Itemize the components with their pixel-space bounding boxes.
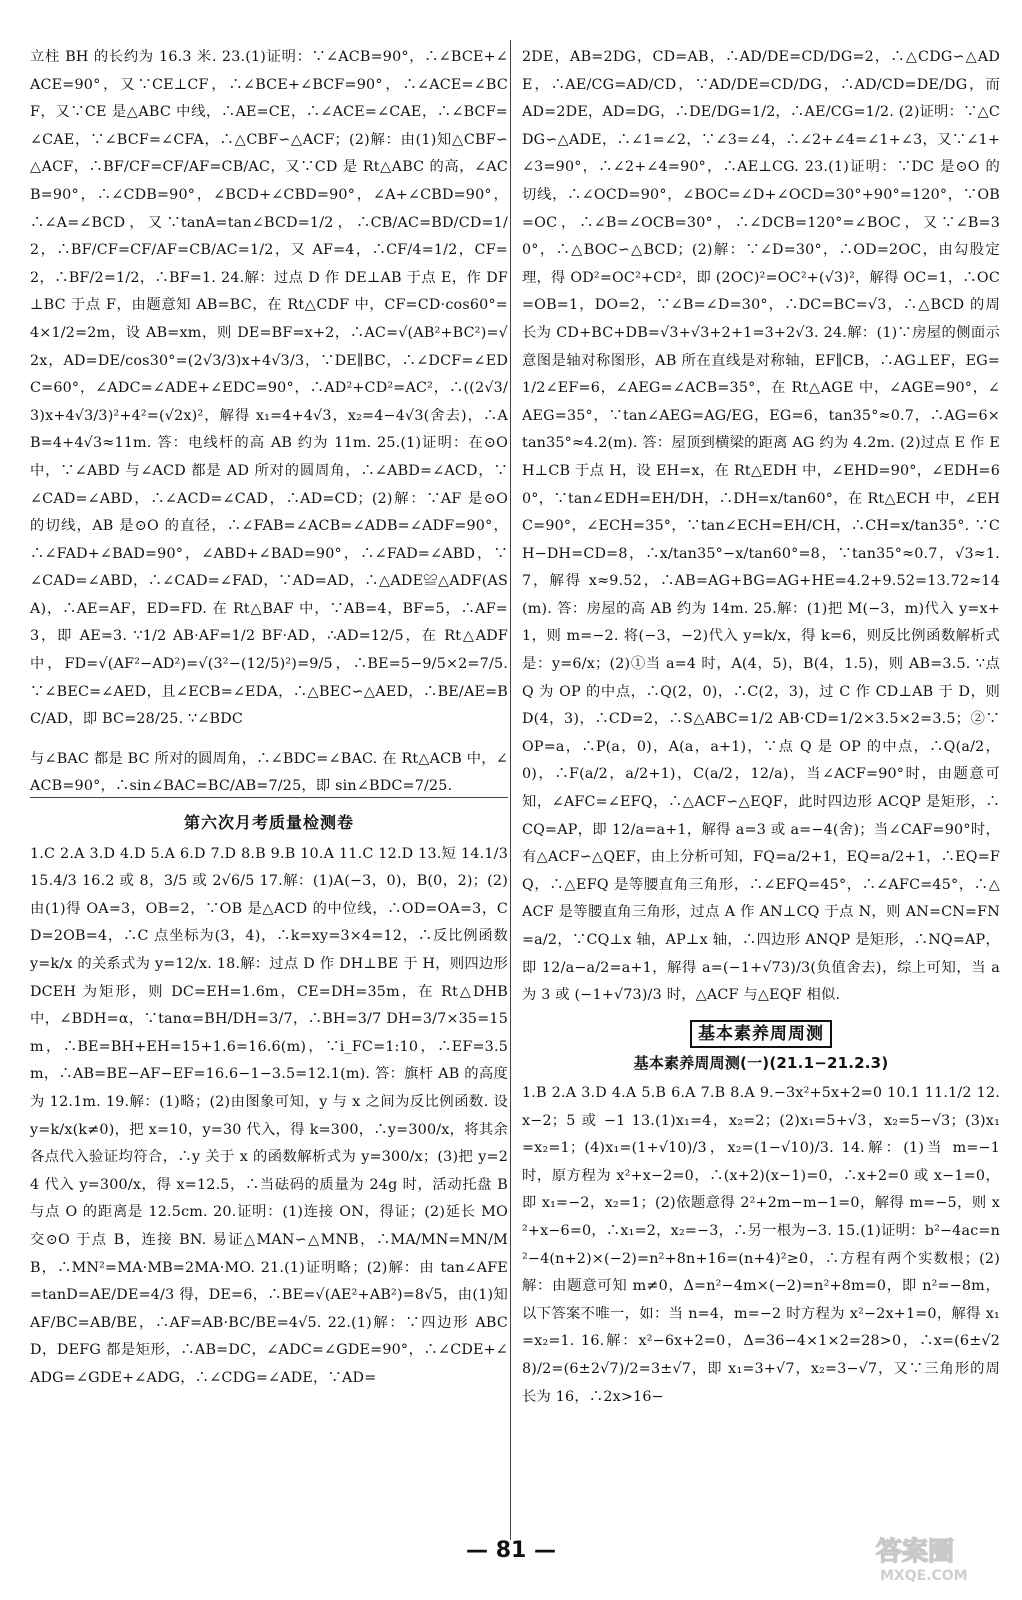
answer-text-block-2: 与∠BAC 都是 BC 所对的圆周角，∴∠BDC=∠BAC. 在 Rt△ACB 中，∠ACB=90°，∴sin∠BAC=BC/AB=7/25，即 sin∠BDC=7/25. [30, 750, 508, 795]
answer-text-block-4: 2DE，AB=2DG，CD=AB，∴AD/DE=CD/DG=2，∴△CDG∽△ADE，∴AE/CG=AD/CD，∵AD/DE=CD/DG，∴AD/CD=DE/DG，而 AD=2DE，AD=DG，∴DE/DG=1/2，∴AE/CG=1/2. (2)证明：∵△CDG∽△ADE，∴∠1=∠2，∵∠3=∠4，∴∠2+∠4=∠1+∠3，又∵∠1+∠3=90°，∴∠2+∠4=90°，∴AE⊥CG. 23.(1)证明：∵DC 是⊙O 的切线，∴∠OCD=90°，∠BOC=∠D+∠OCD=30°+90°=120°，∵OB=OC，∴∠B=∠OCB=30°，∴∠DCB=120°=∠BOC，又∵∠B=30°，∴△BOC∽△BCD；(2)解：∵∠D=30°，∴OD=2OC，由勾股定理，得 OD²=OC²+CD²，即 (2OC)²=OC²+(√3)²，解得 OC=1，∴OC=OB=1，DO=2，∵∠B=∠D=30°，∴DC=BC=√3，∴△BCD 的周长为 CD+BC+DB=√3+√3+2+1=3+2√3. 24.解：(1)∵房屋的侧面示意图是轴对称图形，AB 所在直线是对称轴，EF∥CB，∴AG⊥EF，EG=1/2∠EF=6，∠AEG=∠ACB=35°，在 Rt△AGE 中，∠AGE=90°，∠AEG=35°，∵tan∠AEG=AG/EG，EG=6，tan35°≈0.7，∴AG=6×tan35°≈4.2(m). 答：屋顶到横梁的距离 AG 约为 4.2m. (2)过点 E 作 EH⊥CB 于点 H，设 EH=x，在 Rt△EDH 中，∠EHD=90°，∠EDH=60°，∵tan∠EDH=EH/DH，∴DH=x/tan60°，在 Rt△ECH 中，∠EHC=90°，∠ECH=35°，∵tan∠ECH=EH/CH，∴CH=x/tan35°. ∵CH−DH=CD=8，∴x/tan35°−x/tan60°=8，∵tan35°≈0.7，√3≈1.7，解得 x≈9.52，∴AB=AG+BG=AG+HE=4.2+9.52=13.72≈14(m). 答：房屋的高 AB 约为 14m. 25.解：(1)把 M(−3，m)代入 y=x+1，则 m=−2. 将(−3，−2)代入 y=k/x，得 k=6，则反比例函数解析式是：y=6/x；(2)①当 a=4 时，A(4，5)，B(4，1.5)，则 AB=3.5. ∵点 Q 为 OP 的中点，∴Q(2，0)，∴C(2，3)，过 C 作 CD⊥AB 于 D，则 D(4，3)，∴CD=2，∴S△ABC=1/2 AB·CD=1/2×3.5×2=3.5；②∵OP=a，∴P(a，0)，A(a，a+1)，∵点 Q 是 OP 的中点，∴Q(a/2，0)，∴F(a/2，a/2+1)，C(a/2，12/a)，当∠ACF=90°时，由题意可知，∠AFC=∠EFQ，∴△ACF∽△EQF，此时四边形 ACQP 是矩形，∴CQ=AP，即 12/a=a+1，解得 a=3 或 a=−4(舍)；当∠CAF=90°时，有△ACF∽△QEF，由上分析可知，FQ=a/2+1，EQ=a/2+1，∴EQ=FQ，∴△EFQ 是等腰直角三角形，∴∠EFQ=45°，∴∠AFC=45°，∴△ACF 是等腰直角三角形，过点 A 作 AN⊥CQ 于点 N，则 AN=CN=FN=a/2，∵CQ⊥x 轴，AP⊥x 轴，∴四边形 ANQP 是矩形，∴NQ=AP，即 12/a−a/2=a+1，解得 a=(−1+√73)/3(负值舍去)，综上可知，当 a 为 3 或 (−1+√73)/3 时，△ACF 与△EQF 相似. [522, 49, 1000, 1004]
watermark-logo-icon [872, 1528, 1000, 1586]
section-title: 第六次月考质量检测卷 [183, 813, 354, 833]
boxed-section-title-text: 基本素养周周测 [690, 1020, 832, 1048]
sub-section-title: 基本素养周周测(一)(21.1−21.2.3) [633, 1054, 889, 1073]
right-column [522, 44, 1000, 1411]
column-divider [510, 40, 511, 1540]
watermark-en-text: MXQE.COM [880, 1568, 968, 1584]
answer-text-block-3: 1.C 2.A 3.D 4.D 5.A 6.D 7.D 8.B 9.B 10.A 11.C 12.D 13.短 14.1/3 15.4/3 16.2 或 8，3/5 或 2√6/5 17.解：(1)A(−3，0)，B(0，2)；(2)由(1)得 OA=3，OB=2，∵OB 是△ACD 的中位线，∴OD=OA=3，CD=2OB=4，∴C 点坐标为(3，4)，∴k=xy=3×4=12，∴反比例函数 y=k/x 的关系式为 y=12/x. 18.解：过点 D 作 DH⊥BE 于 H，则四边形 DCEH 为矩形，则 DC=EH=1.6m，CE=DH=35m，在 Rt△DHB 中，∠BDH=α，∵tanα=BH/DH=3/7，∴BH=3/7 DH=3/7×35=15m，∴BE=BH+EH=15+1.6=16.6(m)，∵i_FC=1:10，∴EF=3.5m，∴AB=BE−AF−EF=16.6−1−3.5=12.1(m). 答：旗杆 AB 的高度为 12.1m. 19.解：(1)略；(2)由图象可知，y 与 x 之间为反比例函数. 设 y=k/x(k≠0)，把 x=10，y=30 代入，得 k=300，∴y=300/x，将其余各点代入验证均符合，∴y 关于 x 的函数解析式为 y=300/x；(3)把 y=24 代入 y=300/x，得 x=12.5，∴当砝码的质量为 24g 时，活动托盘 B 与点 O 的距离是 12.5cm. 20.证明：(1)连接 ON，得证；(2)延长 MO 交⊙O 于点 B，连接 BN. 易证△MAN∽△MNB，∴MA/MN=MN/MB，∴MN²=MA·MB=2MA·MO. 21.(1)证明略；(2)解：由 tan∠AFE=tanD=AE/DE=4/3 得，DE=6，∴BE=√(AE²+AB²)=8√5，由(1)知 AF/BC=AB/BE，∴AF=AB·BC/BE=4√5. 22.(1)解：∵四边形 ABCD，DEFG 都是矩形，∴AB=DC，∠ADC=∠GDE=90°，∴∠CDE+∠ADG=∠GDE+∠ADG，∴∠CDG=∠ADE，∵AD= [30, 845, 508, 1386]
watermark-cn-text: 答案圈 [876, 1537, 955, 1567]
page-number: — 81 — [466, 1538, 556, 1563]
left-column [30, 44, 508, 1393]
answer-text-block-5: 1.B 2.A 3.D 4.A 5.B 6.A 7.B 8.A 9.−3x²+5x+2=0 10.1 11.1/2 12.x−2；5 或 −1 13.(1)x₁=4，x₂=2；(2)x₁=5+√3，x₂=5−√3；(3)x₁=x₂=1；(4)x₁=(1+√10)/3，x₂=(1−√10)/3. 14.解：(1)当 m=−1 时，原方程为 x²+x−2=0，∴(x+2)(x−1)=0，∴x+2=0 或 x−1=0，即 x₁=−2，x₂=1；(2)依题意得 2²+2m−m−1=0，解得 m=−5，则 x²+x−6=0，∴x₁=2，x₂=−3，∴另一根为−3. 15.(1)证明：b²−4ac=n²−4(n+2)×(−2)=n²+8n+16=(n+4)²≥0，∴方程有两个实数根；(2)解：由题意可知 m≠0，Δ=n²−4m×(−2)=n²+8m=0，即 n²=−8m，以下答案不唯一，如：当 n=4，m=−2 时方程为 x²−2x+1=0，解得 x₁=x₂=1. 16.解：x²−6x+2=0，Δ=36−4×1×2=28>0，∴x=(6±√28)/2=(6±2√7)/2=3±√7，即 x₁=3+√7，x₂=3−√7，又∵三角形的周长为 16，∴2x>16− [522, 1084, 1000, 1405]
boxed-section-title [522, 1020, 1000, 1049]
watermark-logo [872, 1528, 1000, 1586]
answer-text-block-1: 立柱 BH 的长约为 16.3 米. 23.(1)证明：∵∠ACB=90°，∴∠BCE+∠ACE=90°，又∵CE⊥CF，∴∠BCE+∠BCF=90°，∴∠ACE=∠BCF，又∵CE 是△ABC 中线，∴AE=CE，∴∠ACE=∠CAE，∴∠BCF=∠CAE，∵∠BCF=∠CFA，∴△CBF∽△ACF；(2)解：由(1)知△CBF∽△ACF，∴BF/CF=CF/AF=CB/AC，又∵CD 是 Rt△ABC 的高，∠ACB=90°，∴∠CDB=90°，∠BCD+∠CBD=90°，∠A+∠CBD=90°，∴∠A=∠BCD，又∵tanA=tan∠BCD=1/2，∴CB/AC=BD/CD=1/2，∴BF/CF=CF/AF=CB/AC=1/2，又 AF=4，∴CF/4=1/2，CF=2，∴BF/2=1/2，∴BF=1. 24.解：过点 D 作 DE⊥AB 于点 E，作 DF⊥BC 于点 F，由题意知 AB=BC，在 Rt△CDF 中，CF=CD·cos60°=4×1/2=2m，设 AB=xm，则 DE=BF=x+2，∴AC=√(AB²+BC²)=√2x，AD=DE/cos30°=(2√3/3)x+4√3/3，∵DE∥BC，∴∠DCF=∠EDC=60°，∠ADC=∠ADE+∠EDC=90°，∴AD²+CD²=AC²，∴((2√3/3)x+4√3/3)²+4²=(√2x)²，解得 x₁=4+4√3，x₂=4−4√3(舍去)，∴AB=4+4√3≈11m. 答：电线杆的高 AB 约为 11m. 25.(1)证明：在⊙O 中，∵∠ABD 与∠ACD 都是 AD 所对的圆周角，∴∠ABD=∠ACD，∵∠CAD=∠ABD，∴∠ACD=∠CAD，∴AD=CD；(2)解：∵AF 是⊙O 的切线，AB 是⊙O 的直径，∴∠FAB=∠ACB=∠ADB=∠ADF=90°，∴∠FAD+∠BAD=90°，∠ABD+∠BAD=90°，∴∠FAD=∠ABD，∵∠CAD=∠ABD，∴∠CAD=∠FAD，∵AD=AD，∴△ADE≌△ADF(ASA)，∴AE=AF，ED=FD. 在 Rt△BAF 中，∵AB=4，BF=5，∴AF=3，即 AE=3. ∵1/2 AB·AF=1/2 BF·AD，∴AD=12/5，在 Rt△ADF 中，FD=√(AF²−AD²)=√(3²−(12/5)²)=9/5，∴BE=5−9/5×2=7/5. ∵∠BEC=∠AED，且∠ECB=∠EDA，∴△BEC∽△AED，∴BE/AE=BC/AD，即 BC=28/25. ∵∠BDC [30, 49, 508, 728]
